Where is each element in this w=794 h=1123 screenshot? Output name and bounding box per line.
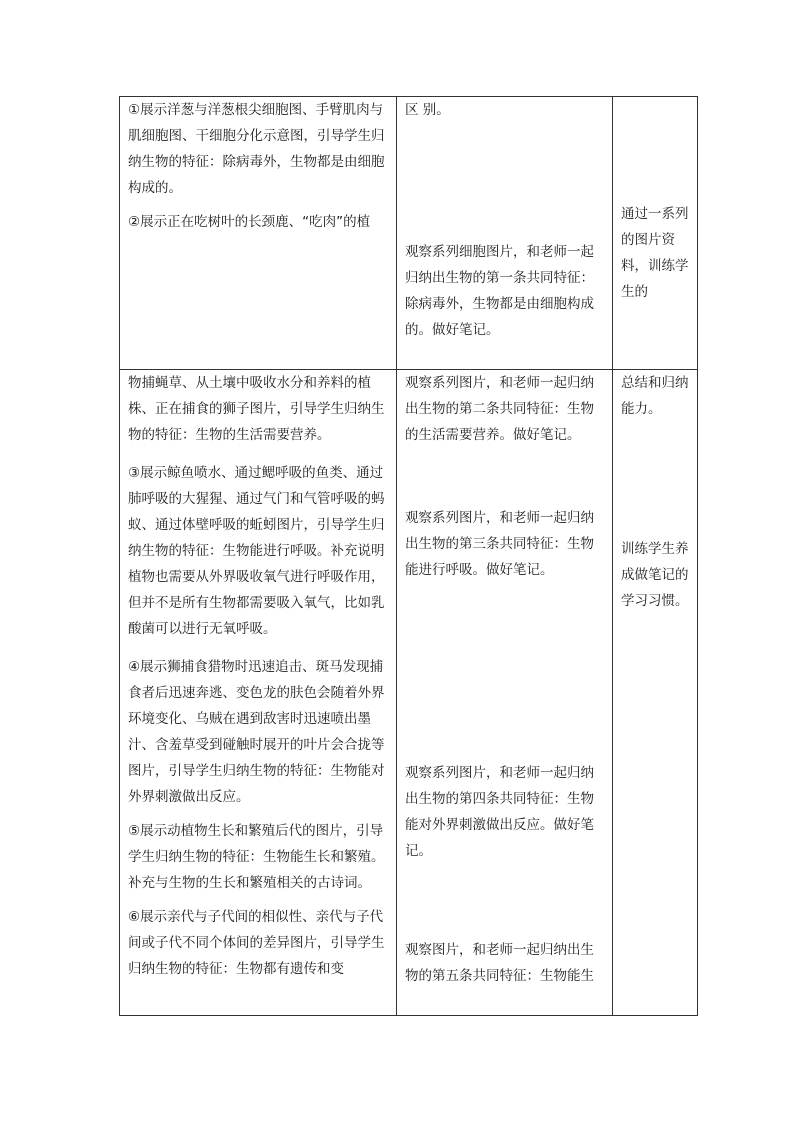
teacher-step-2-end: 物捕蝇草、从土壤中吸收水分和养料的植株、正在捕食的狮子图片，引导学生归纳生物的特征：生物的生活需要营养。 bbox=[128, 375, 385, 443]
spacer bbox=[621, 422, 691, 536]
teacher-step-6: ⑥展示亲代与子代间的相似性、亲代与子代间或子代不同个体间的差异图片，引导学生归纳生物的特征：生物都有遗传和变 bbox=[128, 909, 385, 977]
teacher-activity-cell bbox=[120, 97, 397, 370]
teacher-activity-cell bbox=[120, 370, 397, 1016]
student-activity-5: 观察图片，和老师一起归纳出生物的第五条共同特征：生物能生 bbox=[405, 942, 594, 984]
student-activity-1: 观察系列细胞图片，和老师一起归纳出生物的第一条共同特征：除病毒外，生物都是由细胞构成的。做好笔记。 bbox=[405, 244, 594, 338]
student-activity-3: 观察系列图片，和老师一起归纳出生物的第三条共同特征：生物能进行呼吸。做好笔记。 bbox=[405, 510, 594, 578]
spacer bbox=[621, 97, 691, 201]
table-row bbox=[120, 370, 698, 1016]
student-activity-cell bbox=[397, 370, 613, 1016]
teacher-step-5: ⑤展示动植物生长和繁殖后代的图片，引导学生归纳生物的特征：生物能生长和繁殖。补充与生物的生长和繁殖相关的古诗词。 bbox=[128, 823, 385, 891]
design-intent-3: 训练学生养成做笔记的学习习惯。 bbox=[621, 541, 689, 609]
design-intent-2: 总结和归纳能力。 bbox=[621, 375, 689, 417]
teacher-step-2-start: ②展示正在吃树叶的长颈鹿、“吃肉”的植 bbox=[128, 214, 371, 230]
lesson-plan-table bbox=[119, 96, 698, 1016]
spacer bbox=[405, 448, 606, 505]
spacer bbox=[405, 864, 606, 937]
spacer bbox=[405, 583, 606, 760]
design-intent-cell bbox=[613, 97, 698, 370]
teacher-step-1: ①展示洋葱与洋葱根尖细胞图、手臂肌肉与肌细胞图、干细胞分化示意图，引导学生归纳生物的特征：除病毒外，生物都是由细胞构成的。 bbox=[128, 102, 385, 196]
design-intent-cell bbox=[613, 370, 698, 1016]
teacher-step-4: ④展示狮捕食猎物时迅速追击、斑马发现捕食者后迅速奔逃、变色龙的肤色会随着外界环境变化、乌贼在遇到敌害时迅速喷出墨汁、含羞草受到碰触时展开的叶片会合拢等图片，引导学生归纳生物的特征：生物能对外界刺激做出反应。 bbox=[128, 659, 385, 805]
student-text-continued: 区 别。 bbox=[405, 102, 450, 118]
table-row bbox=[120, 97, 698, 370]
spacer bbox=[405, 123, 606, 239]
student-activity-2: 观察系列图片，和老师一起归纳出生物的第二条共同特征：生物的生活需要营养。做好笔记。 bbox=[405, 375, 594, 443]
student-activity-4: 观察系列图片，和老师一起归纳出生物的第四条共同特征：生物能对外界刺激做出反应。做好笔记。 bbox=[405, 765, 594, 859]
design-intent-1: 通过一系列的图片资料，训练学生的 bbox=[621, 206, 689, 300]
student-activity-cell bbox=[397, 97, 613, 370]
teacher-step-3: ③展示鲸鱼喷水、通过鳃呼吸的鱼类、通过肺呼吸的大猩猩、通过气门和气管呼吸的蚂蚁、通过体壁呼吸的蚯蚓图片，引导学生归纳生物的特征：生物能进行呼吸。补充说明植物也需要从外界吸收氧气进行呼吸作用，但并不是所有生物都需要吸入氧气，比如乳酸菌可以进行无氧呼吸。 bbox=[128, 465, 385, 637]
